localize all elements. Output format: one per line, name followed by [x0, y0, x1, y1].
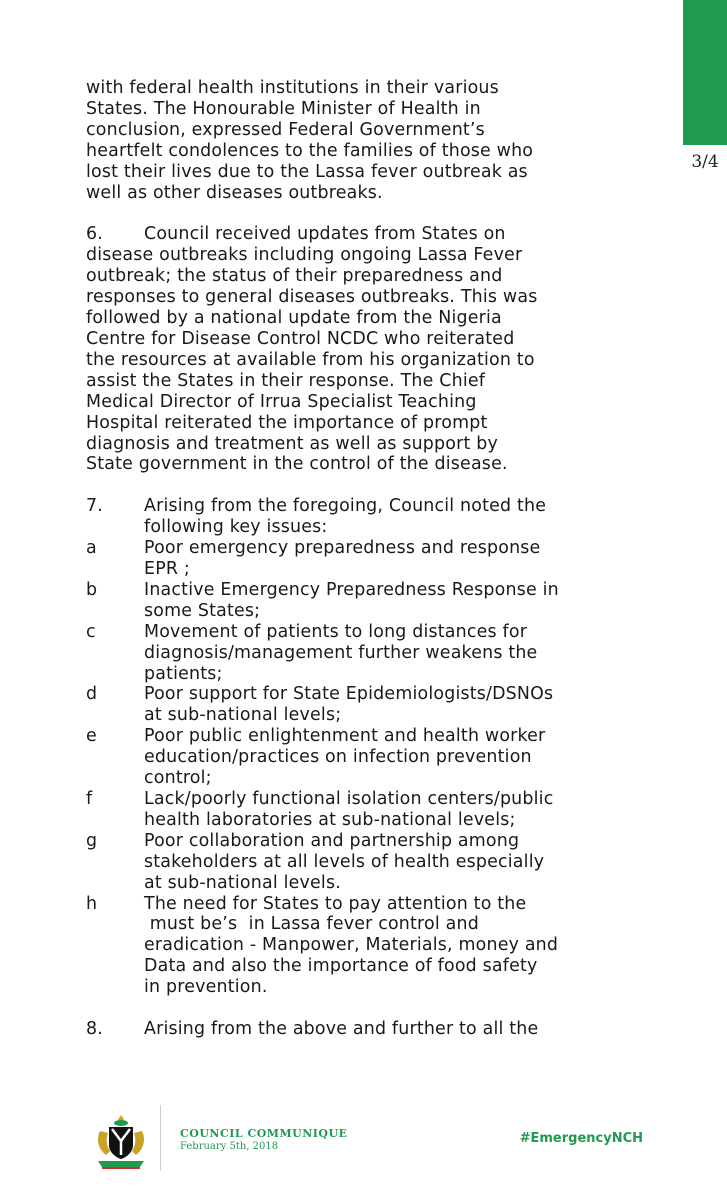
text-line: outbreak; the status of their preparedness and [86, 266, 503, 287]
text-line: EPR ; [144, 559, 190, 580]
text-line: conclusion, expressed Federal Government’s [86, 119, 485, 140]
text-line: Inactive Emergency Preparedness Response in [144, 579, 559, 600]
text-line: Lack/poorly functional isolation centers/public [144, 789, 554, 809]
list-item [86, 538, 646, 580]
item-letter: g [86, 830, 98, 851]
list-item [86, 622, 646, 685]
item-letter: c [86, 621, 96, 642]
paragraph-6 [86, 224, 646, 475]
text-line: Movement of patients to long distances for [144, 621, 528, 642]
text-line: followed by a national update from the Nigeria [86, 308, 502, 329]
text-line: Medical Director of Irrua Specialist Teaching [86, 391, 477, 412]
coat-of-arms-icon [92, 1113, 150, 1173]
text-line: assist the States in their response. The Chief [86, 370, 486, 391]
list-item [86, 789, 646, 831]
text-line: responses to general diseases outbreaks. This was [86, 287, 538, 308]
text-line: eradication - Manpower, Materials, money and [144, 935, 559, 956]
text-line: health laboratories at sub-national levels; [144, 809, 516, 830]
item-letter: a [86, 538, 97, 559]
item-letter: h [86, 893, 98, 914]
text-line: patients; [144, 663, 223, 684]
text-line: diagnosis and treatment as well as support by [86, 433, 498, 454]
page-footer [0, 1105, 727, 1175]
text-line: the resources at available from his organization to [86, 349, 535, 370]
list-item [86, 894, 646, 999]
text-line: Arising from the above and further to all the [144, 1019, 539, 1040]
communique-title: COUNCIL COMMUNIQUE [180, 1127, 348, 1140]
paragraph-number: 6. [86, 224, 103, 245]
text-line: at sub-national levels. [144, 872, 341, 893]
item-letter: e [86, 726, 97, 747]
text-line: diagnosis/management further weakens the [144, 642, 538, 663]
text-line: lost their lives due to the Lassa fever outbreak as [86, 161, 528, 182]
intro-paragraph [86, 78, 646, 203]
text-line: well as other diseases outbreaks. [86, 182, 383, 203]
text-line: Arising from the foregoing, Council noted the [144, 496, 547, 517]
paragraph-7 [86, 496, 646, 998]
text-line: States. The Honourable Minister of Health in [86, 98, 481, 119]
text-line: State government in the control of the disease. [86, 454, 508, 475]
text-line: following key issues: [144, 517, 328, 538]
text-line: Poor collaboration and partnership among [144, 830, 520, 851]
text-line: Poor support for State Epidemiologists/DSNOs [144, 684, 554, 705]
list-item [86, 831, 646, 894]
item-letter: d [86, 684, 98, 705]
hashtag: #EmergencyNCH [519, 1131, 643, 1146]
text-line: stakeholders at all levels of health especially [144, 851, 545, 872]
document-body [86, 78, 646, 1040]
text-line: Hospital reiterated the importance of prompt [86, 412, 488, 433]
text-line: control; [144, 768, 212, 789]
text-line: Poor emergency preparedness and response [144, 538, 541, 559]
text-line: Poor public enlightenment and health worker [144, 726, 546, 747]
text-line: Centre for Disease Control NCDC who reiterated [86, 328, 515, 349]
paragraph-number: 7. [86, 496, 103, 517]
paragraph-8 [86, 1019, 646, 1040]
text-line: The need for States to pay attention to the [144, 893, 527, 914]
text-line: at sub-national levels; [144, 705, 342, 726]
text-line: disease outbreaks including ongoing Lassa Fever [86, 245, 523, 266]
list-item [86, 684, 646, 726]
list-item [86, 580, 646, 622]
text-line: Council received updates from States on [144, 224, 506, 245]
green-corner-tab [683, 0, 727, 145]
footer-divider [160, 1105, 161, 1171]
text-line: with federal health institutions in their various [86, 78, 499, 98]
list-item [86, 726, 646, 789]
text-line: some States; [144, 600, 261, 621]
text-line: must be’s in Lassa fever control and [144, 914, 479, 935]
page-number: 3/4 [691, 152, 719, 172]
item-letter: b [86, 579, 98, 600]
text-line: heartfelt condolences to the families of those who [86, 140, 534, 161]
text-line: education/practices on infection prevention [144, 747, 532, 768]
paragraph-number: 8. [86, 1019, 103, 1040]
item-letter: f [86, 789, 93, 809]
communique-date: February 5th, 2018 [180, 1141, 279, 1152]
text-line: Data and also the importance of food safety [144, 956, 538, 977]
text-line: in prevention. [144, 977, 268, 998]
